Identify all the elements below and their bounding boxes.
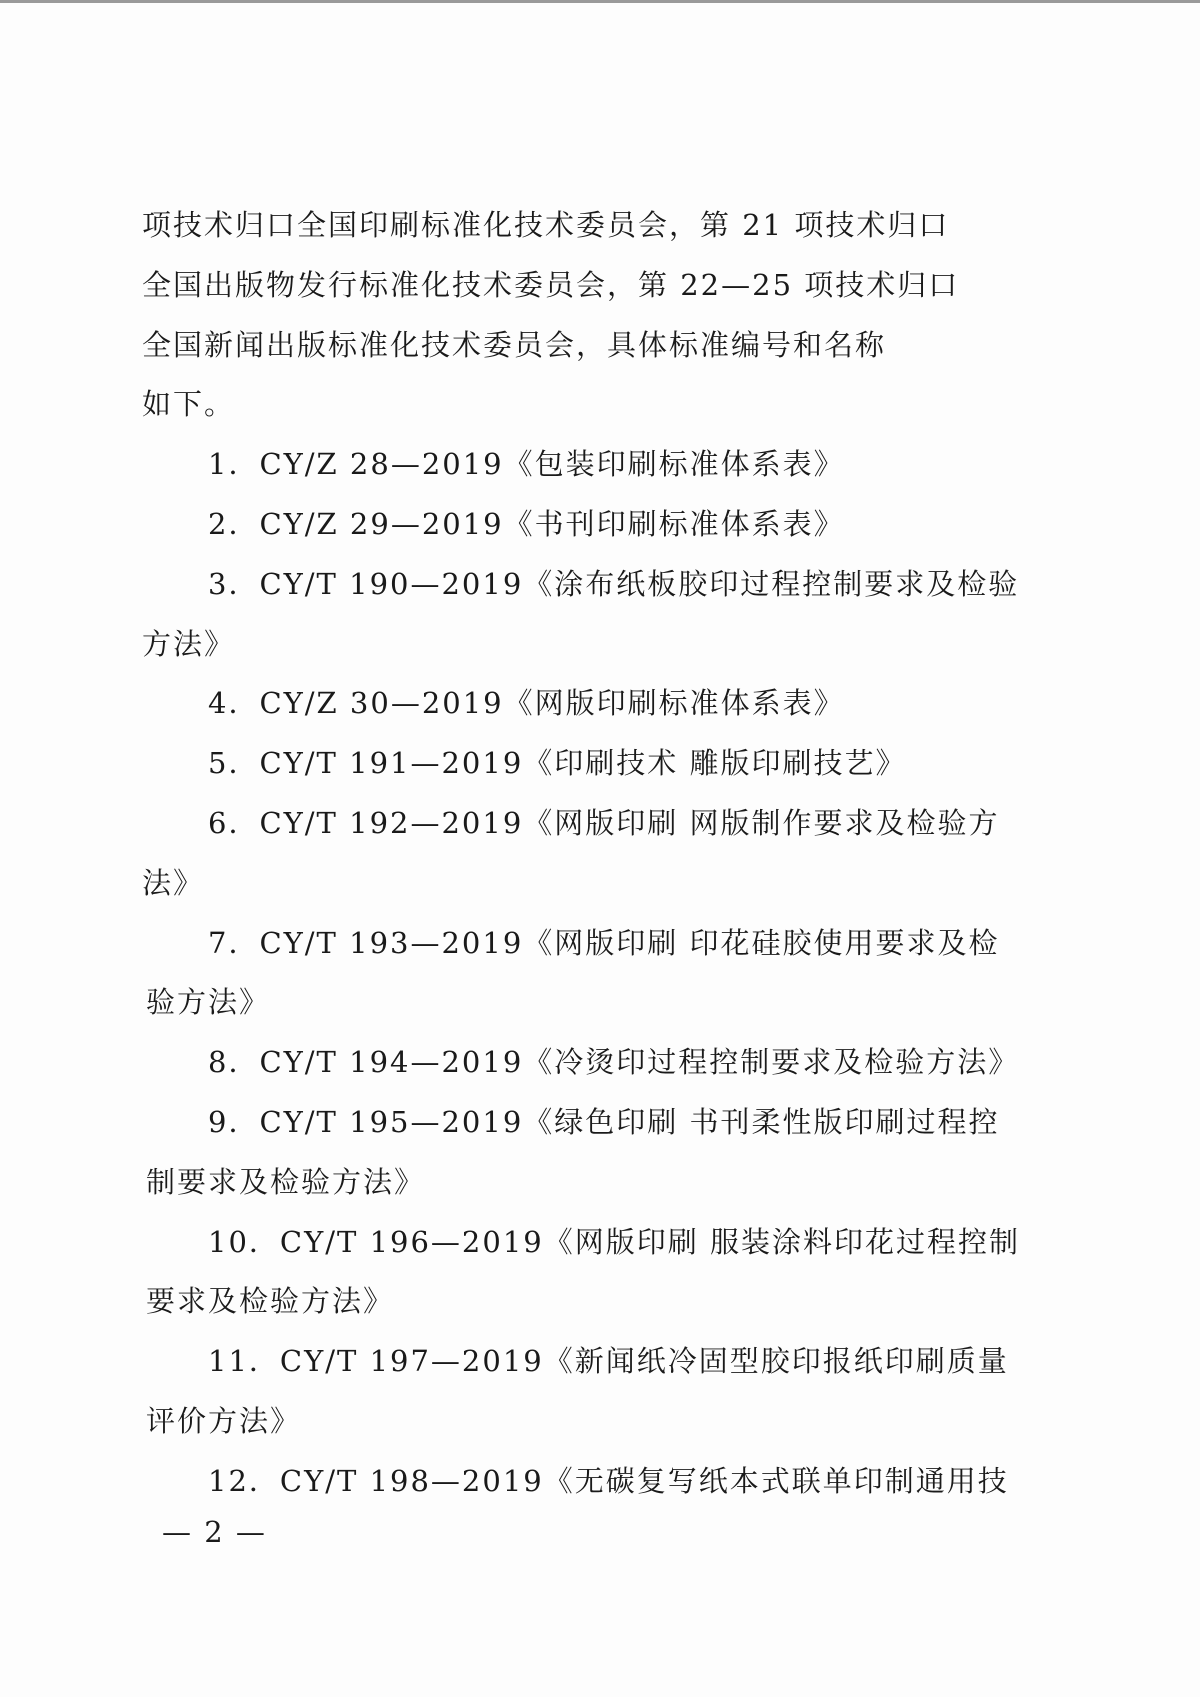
standard-item-10: 10．CY/T 196—2019《网版印刷 服装涂料印花过程控制: [208, 1224, 1020, 1259]
standard-item-11: 11．CY/T 197—2019《新闻纸冷固型胶印报纸印刷质量: [208, 1344, 1009, 1379]
standard-item-7: 7．CY/T 193—2019《网版印刷 印花硅胶使用要求及检: [208, 925, 1000, 960]
intro-line-1: 项技术归口全国印刷标准化技术委员会，第 21 项技术归口: [142, 208, 950, 242]
standard-item-6: 6．CY/T 192—2019《网版印刷 网版制作要求及检验方: [208, 805, 1000, 840]
standard-item-6-continued: 法》: [142, 865, 205, 900]
standard-item-12: 12．CY/T 198—2019《无碳复写纸本式联单印制通用技: [208, 1463, 1009, 1498]
standard-item-11-continued: 评价方法》: [146, 1403, 302, 1438]
standard-item-4: 4．CY/Z 30—2019《网版印刷标准体系表》: [208, 686, 845, 721]
standard-item-7-continued: 验方法》: [146, 985, 271, 1020]
standard-item-5: 5．CY/T 191—2019《印刷技术 雕版印刷技艺》: [208, 746, 907, 781]
intro-line-2: 全国出版物发行标准化技术委员会，第 22—25 项技术归口: [142, 267, 960, 302]
page-number: — 2 —: [162, 1515, 267, 1549]
intro-line-3: 全国新闻出版标准化技术委员会，具体标准编号和名称: [142, 327, 887, 362]
standard-item-2: 2．CY/Z 29—2019《书刊印刷标准体系表》: [208, 506, 845, 541]
standard-item-9-continued: 制要求及检验方法》: [146, 1164, 426, 1199]
intro-line-4: 如下。: [142, 387, 236, 422]
standard-item-8: 8．CY/T 194—2019《冷烫印过程控制要求及检验方法》: [208, 1045, 1020, 1080]
scan-top-edge: [0, 0, 1200, 3]
standard-item-3: 3．CY/T 190—2019《涂布纸板胶印过程控制要求及检验: [208, 566, 1020, 601]
body-text: [142, 196, 1072, 1512]
standard-item-1: 1．CY/Z 28—2019《包装印刷标准体系表》: [208, 447, 845, 482]
standard-item-9: 9．CY/T 195—2019《绿色印刷 书刊柔性版印刷过程控: [208, 1104, 1000, 1139]
standard-item-3-continued: 方法》: [142, 626, 236, 661]
standard-item-10-continued: 要求及检验方法》: [146, 1284, 395, 1319]
